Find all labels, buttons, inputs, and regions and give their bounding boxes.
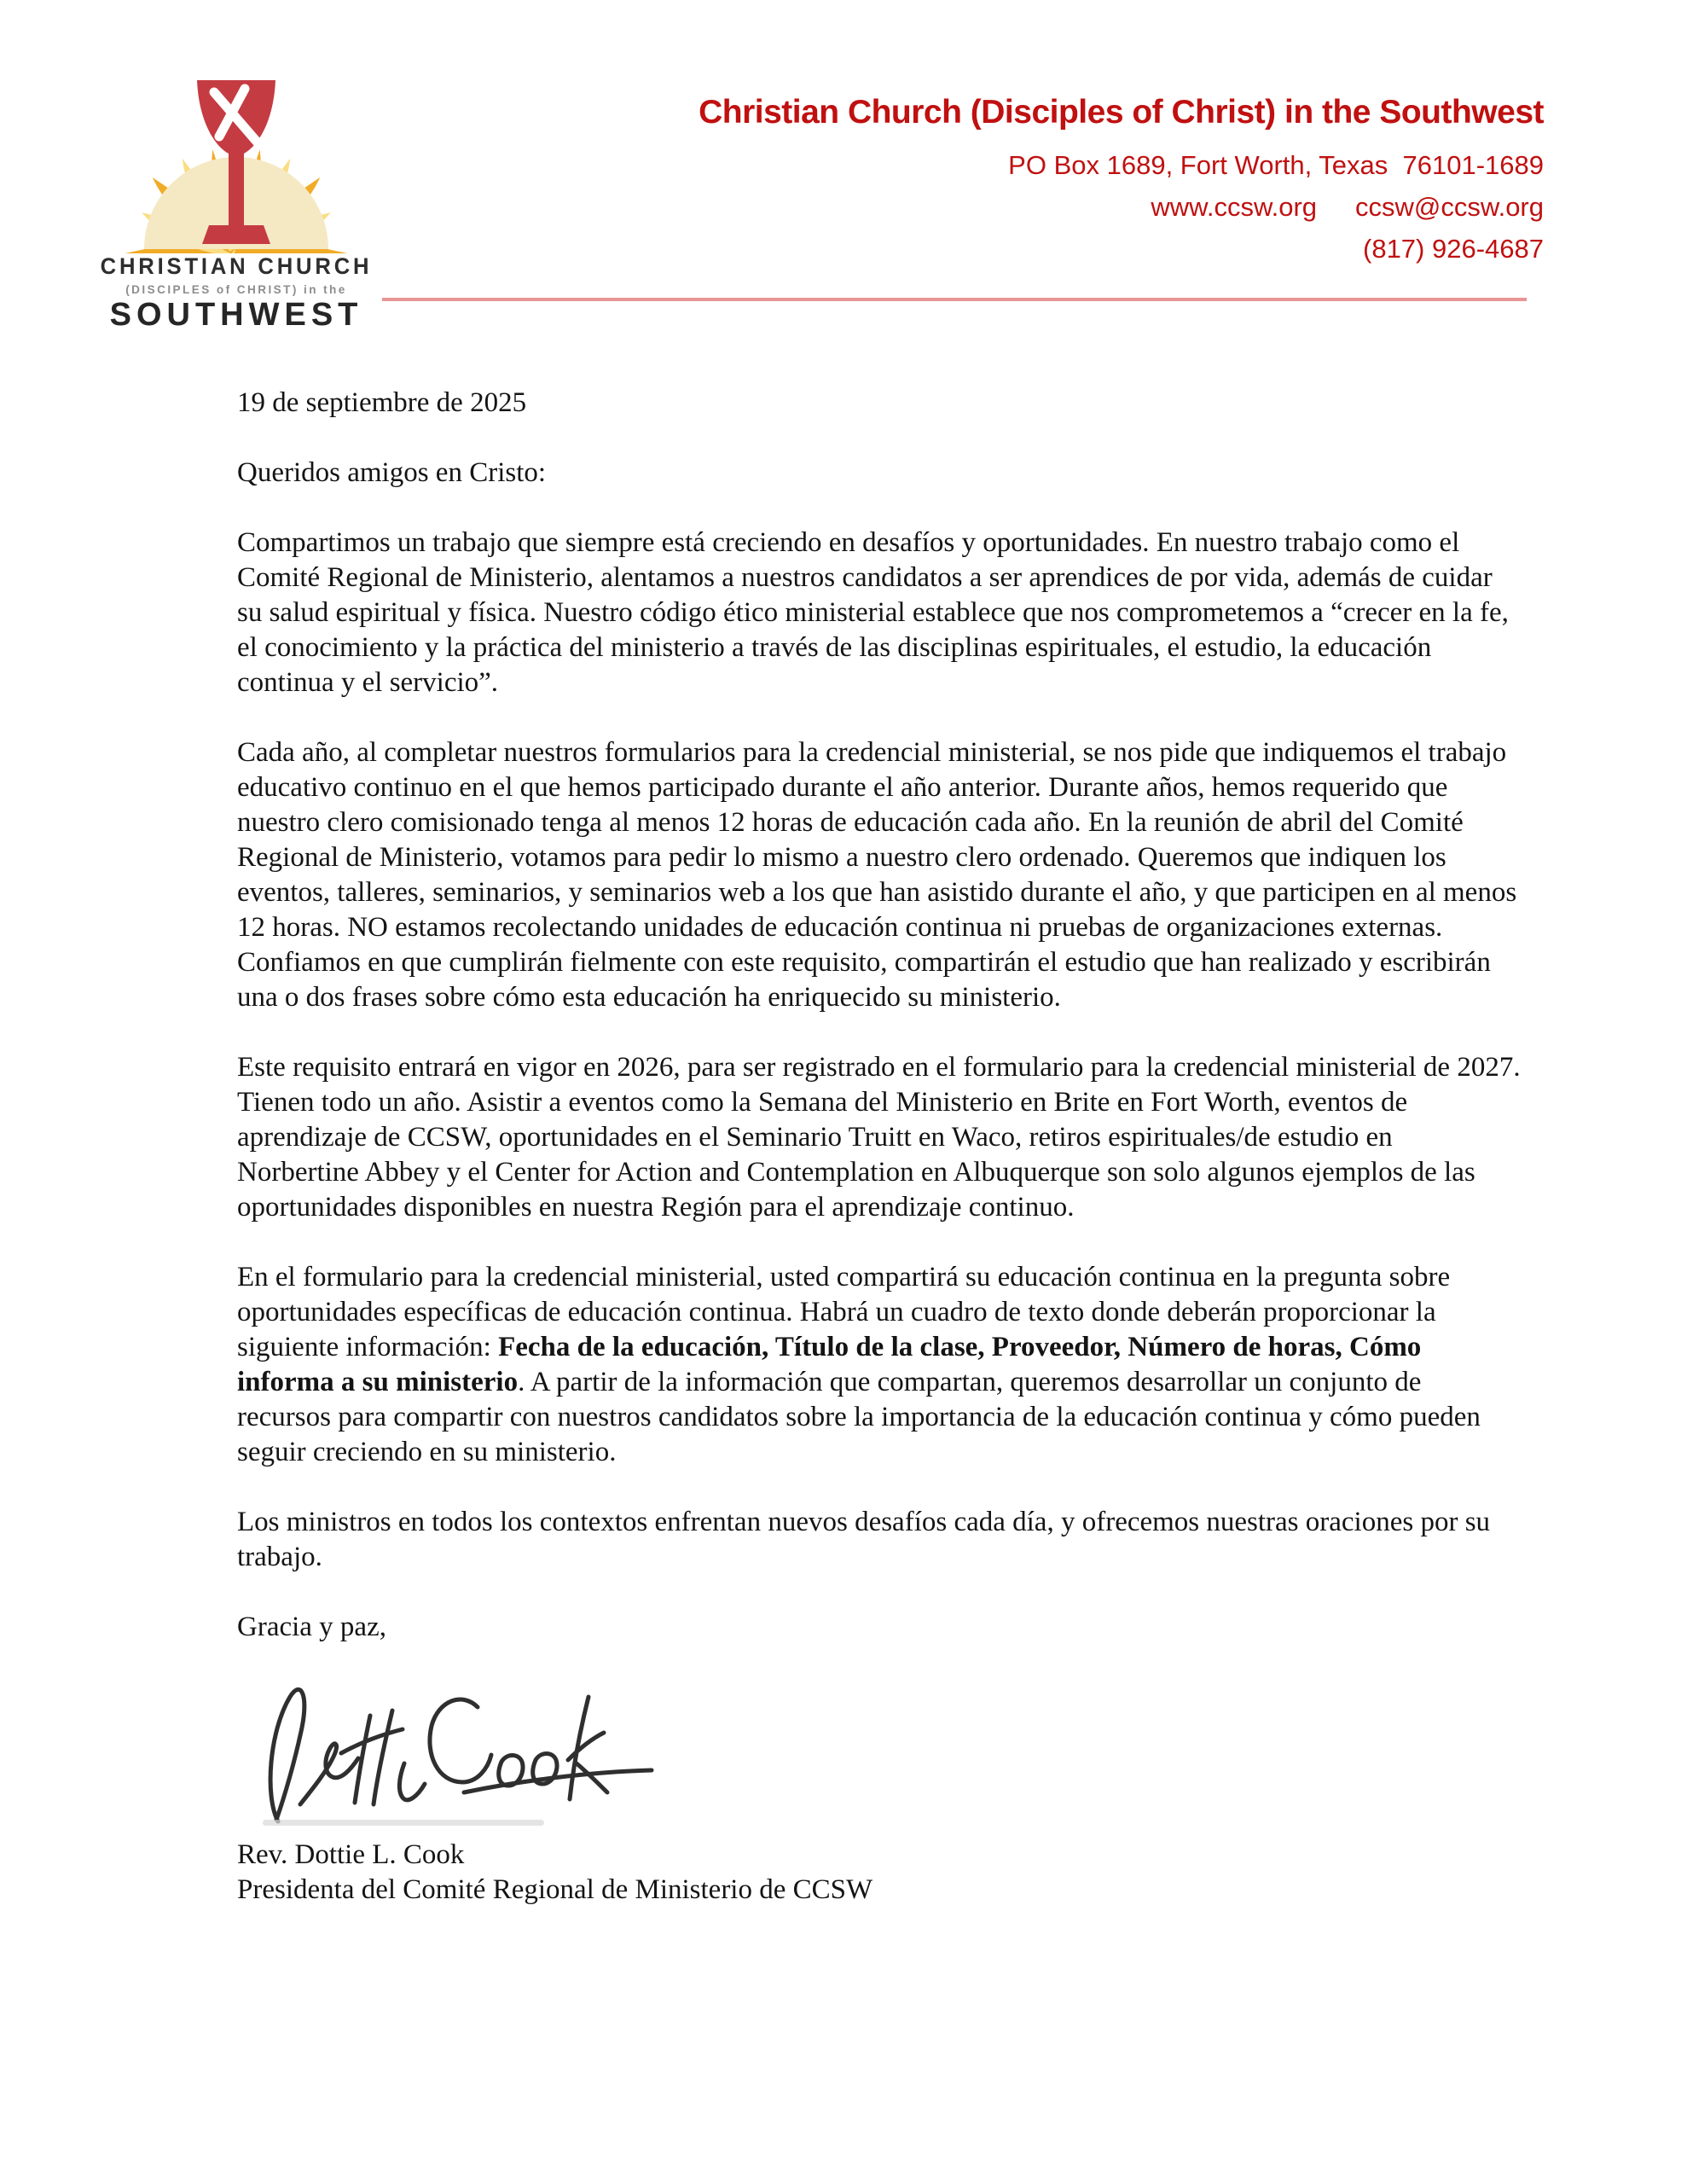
salutation: Queridos amigos en Cristo:	[237, 457, 547, 488]
chalice-sunburst-icon	[81, 61, 391, 253]
org-email: ccsw@ccsw.org	[1355, 192, 1544, 222]
paragraph-5: Los ministros en todos los contextos enfrentan nuevos desafíos cada día, y ofrecemos nuestras oraciones por su trabajo.	[237, 1507, 1491, 1572]
paragraph-3: Este requisito entrará en vigor en 2026, para ser registrado en el formulario para la credencial ministerial de 2027. Tienen todo un año. Asistir a eventos como la Semana del Ministerio en Brite en Fort Worth, eventos de aprendizaje de CCSW, oportunidades en el Seminario Truitt en Waco, retiros espirituales/de estudio en Norbertine Abbey y el Center for Action and Contemplation en Albuquerque son solo algunos ejemplos de las oportunidades disponibles en nuestra Región para el aprendizaje continuo.	[237, 1052, 1521, 1223]
closing: Gracia y paz,	[237, 1612, 386, 1642]
paragraph-4	[237, 1260, 1521, 1470]
signature-scan-smudge	[263, 1820, 544, 1826]
signer-title: Presidenta del Comité Regional de Ministerio de CCSW	[237, 1874, 873, 1905]
letter-body	[237, 386, 1521, 1908]
paragraph-4-text-continued: . A partir de la información que compartan, queremos desarrollar un conjunto de recursos para compartir con nuestros candidatos sobre la importancia de la educación continua y cómo pueden seguir creciendo en su ministerio.	[237, 1367, 1481, 1467]
letterhead-divider	[382, 298, 1527, 301]
logo-church-name: CHRISTIAN CHURCH	[100, 253, 373, 279]
org-address: PO Box 1689, Fort Worth, Texas 76101-1689	[1008, 150, 1544, 180]
org-web-email-line	[699, 186, 1544, 228]
signer-name: Rev. Dottie L. Cook	[237, 1839, 465, 1870]
letterhead-contact-block	[699, 94, 1544, 270]
paragraph-4-text: En el formulario para la credencial ministerial, usted compartirá su educación continua en la pregunta sobre oportunidades específicas de educación continua. Habrá un cuadro de texto donde deberán proporcionar la siguiente información:	[237, 1262, 1451, 1362]
paragraph-4-required-fields: Fecha de la educación, Título de la clase, Proveedor, Número de horas, Cómo informa a su ministerio	[237, 1332, 1422, 1397]
org-phone: (817) 926-4687	[1363, 234, 1544, 264]
ccsw-logo	[81, 61, 391, 334]
org-name: Christian Church (Disciples of Christ) in the Southwest	[699, 94, 1544, 131]
letter-date: 19 de septiembre de 2025	[237, 387, 527, 418]
logo-disciples-line: (DISCIPLES of CHRIST) in the	[125, 282, 347, 296]
paragraph-1: Compartimos un trabajo que siempre está creciendo en desafíos y oportunidades. En nuestro trabajo como el Comité Regional de Ministerio, alentamos a nuestros candidatos a ser aprendices de por vida, además de cuidar su salud espiritual y física. Nuestro código ético ministerial establece que nos comprometemos a “crecer en la fe, el conocimiento y la práctica del ministerio a través de las disciplinas espirituales, el estudio, la educación continua y el servicio”.	[237, 527, 1509, 698]
signature-image	[249, 1680, 658, 1827]
logo-southwest: SOUTHWEST	[109, 297, 363, 333]
paragraph-2: Cada año, al completar nuestros formularios para la credencial ministerial, se nos pide que indiquemos el trabajo educativo continuo en el que hemos participado durante el año anterior. Durante años, hemos requerido que nuestro clero comisionado tenga al menos 12 horas de educación cada año. En la reunión de abril del Comité Regional de Ministerio, votamos para pedir lo mismo a nuestro clero ordenado. Queremos que indiquen los eventos, talleres, seminarios, y seminarios web a los que han asistido durante el año, y que participen en al menos 12 horas. NO estamos recolectando unidades de educación continua ni pruebas de organizaciones externas. Confiamos en que cumplirán fielmente con este requisito, compartirán el estudio que han realizado y escribirán una o dos frases sobre cómo esta educación ha enriquecido su ministerio.	[237, 737, 1517, 1013]
signer-block	[237, 1838, 1521, 1908]
org-website: www.ccsw.org	[1151, 192, 1318, 222]
